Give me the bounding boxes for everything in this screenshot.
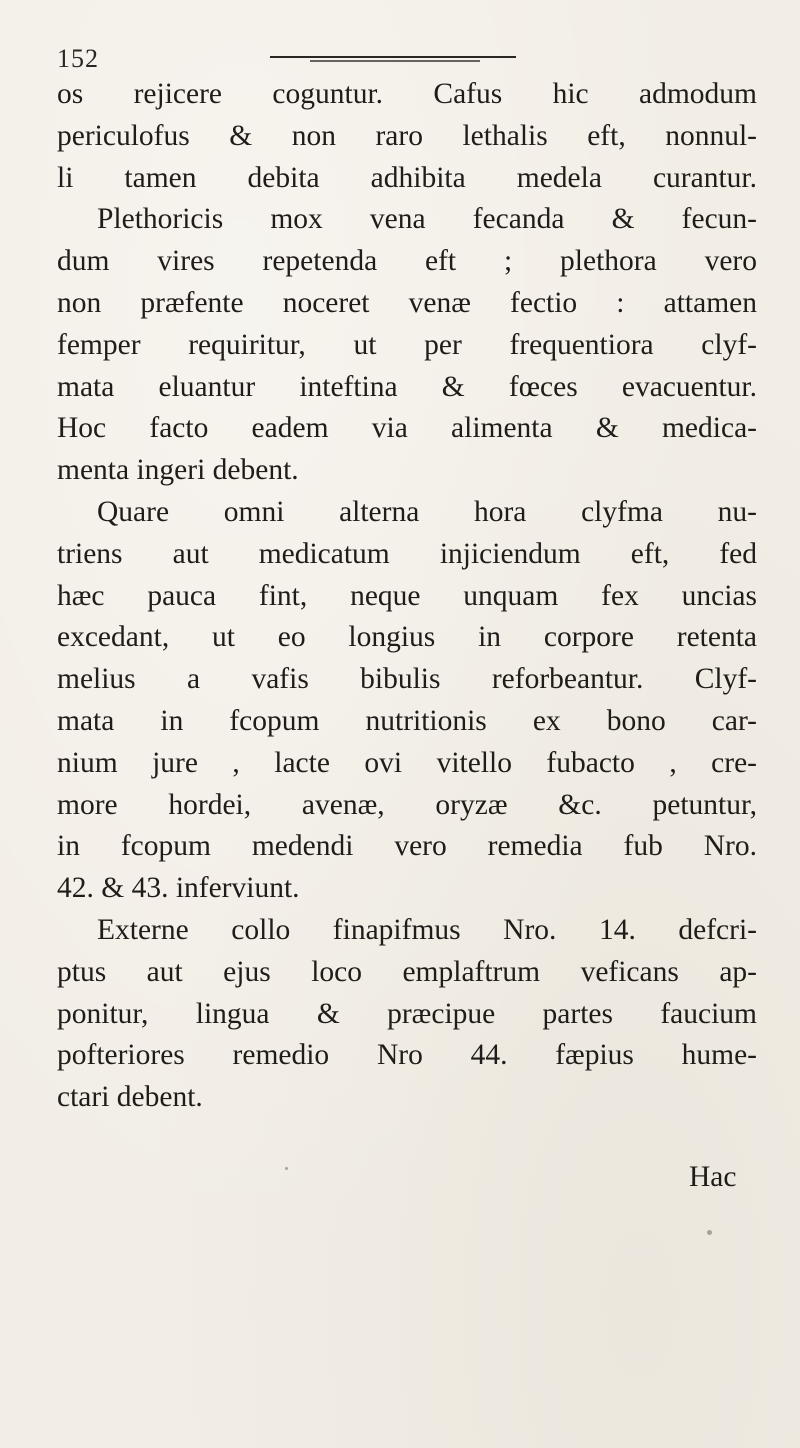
text-line: periculofus & non raro lethalis eft, nonnul- — [57, 119, 757, 152]
text-line: os rejicere coguntur. Cafus hic admodum — [57, 78, 757, 110]
text-line: Quare omni alterna hora clyfma nu- — [97, 495, 757, 528]
text-line: ponitur, lingua & præcipue partes faucium — [57, 997, 757, 1030]
text-line: Plethoricis mox vena fecanda & fecun- — [97, 203, 757, 236]
text-line: dum vires repetenda eft ; plethora vero — [57, 245, 757, 278]
ink-speck — [707, 1230, 712, 1235]
text-line: in fcopum medendi vero remedia fub Nro. — [57, 830, 757, 863]
text-line: mata in fcopum nutritionis ex bono car- — [57, 704, 757, 737]
page-number: 152 — [57, 44, 99, 73]
text-line: 42. & 43. inferviunt. — [57, 872, 300, 905]
text-line: menta ingeri debent. — [57, 454, 299, 487]
text-line: mata eluantur inteftina & fœces evacuentur. — [57, 370, 757, 403]
text-line: more hordei, avenæ, oryzæ &c. petuntur, — [57, 788, 757, 821]
text-line: ptus aut ejus loco emplaftrum veficans ap- — [57, 955, 757, 988]
text-line: melius a vafis bibulis reforbeantur. Clyf- — [57, 663, 757, 696]
text-line: triens aut medicatum injiciendum eft, fed — [57, 537, 757, 570]
text-line: Externe collo finapifmus Nro. 14. defcri- — [97, 913, 757, 946]
text-line: ctari debent. — [57, 1081, 203, 1114]
text-line: hæc pauca fint, neque unquam fex uncias — [57, 579, 757, 612]
text-line: Hoc facto eadem via alimenta & medica- — [57, 412, 757, 445]
header-rule — [270, 56, 516, 62]
catchword: Hac — [689, 1161, 737, 1193]
text-line: non præfente noceret venæ fectio : attamen — [57, 286, 757, 319]
text-line: femper requiritur, ut per frequentiora clyf- — [57, 328, 757, 361]
text-line: li tamen debita adhibita medela curantur. — [57, 161, 757, 194]
text-line: excedant, ut eo longius in corpore retenta — [57, 621, 757, 654]
text-line: nium jure , lacte ovi vitello fubacto , cre- — [57, 746, 757, 779]
text-line: pofteriores remedio Nro 44. fæpius hume- — [57, 1039, 757, 1072]
body-text — [57, 74, 757, 1119]
ink-speck — [285, 1167, 288, 1170]
